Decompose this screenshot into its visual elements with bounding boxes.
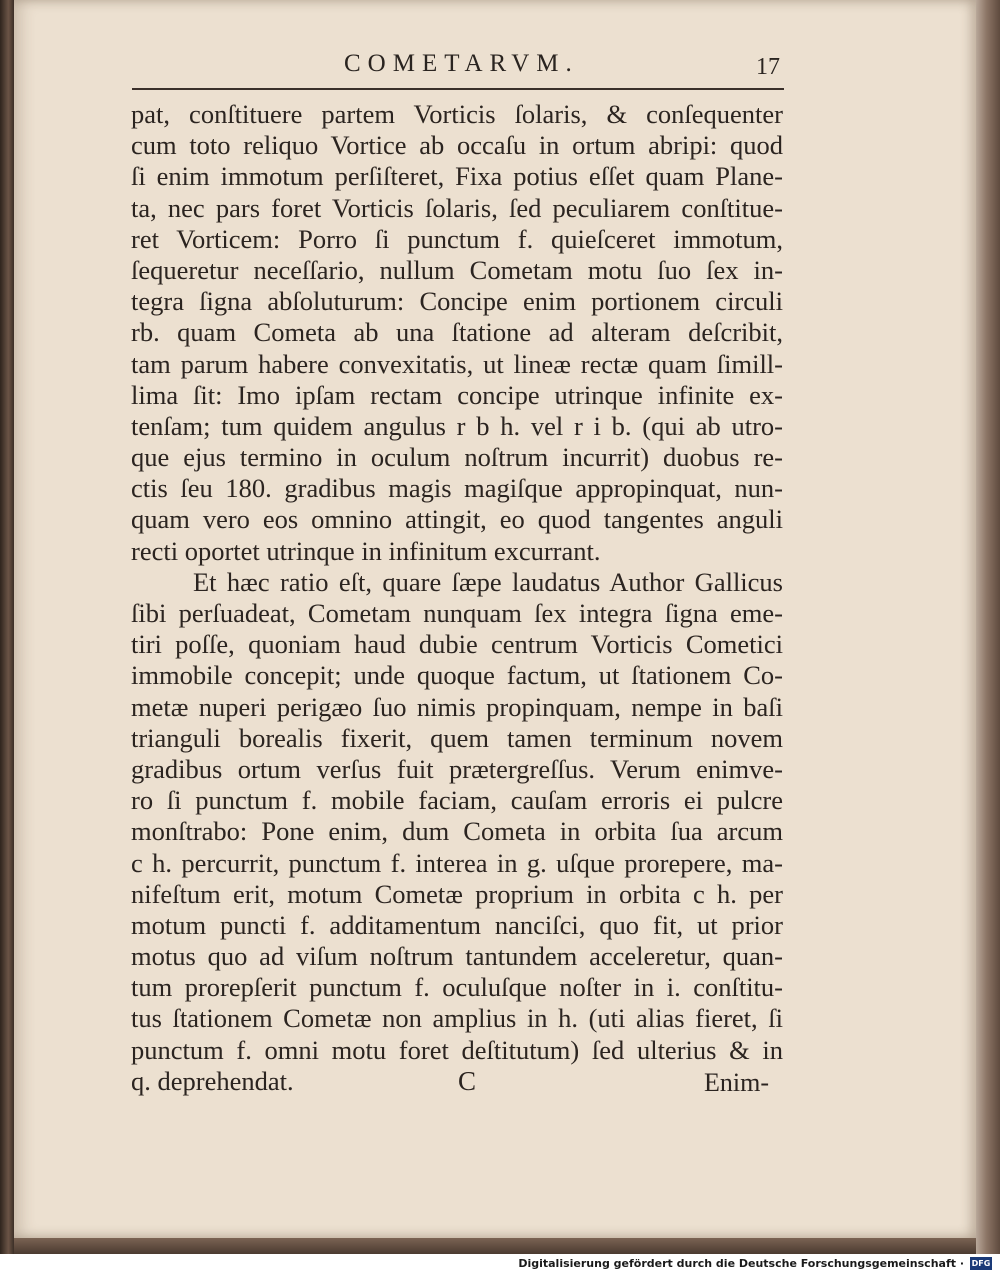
- dfg-logo-icon: DFG: [971, 1259, 991, 1268]
- text-line: tegra ſigna abſoluturum: Concipe enim portionem circuli: [131, 286, 783, 317]
- text-line: ret Vorticem: Porro ſi punctum f. quieſceret immotum,: [131, 223, 783, 254]
- text-line: tum prorepſerit punctum f. oculuſque noſter in i. conſtitu-: [131, 972, 783, 1003]
- digitization-credit: Digitalisierung gefördert durch die Deutsche Forschungsgemeinschaft ·: [518, 1257, 964, 1270]
- paragraph-start-line: Et hæc ratio eſt, quare ſæpe laudatus Author Gallicus: [193, 566, 783, 597]
- text-line: quam vero eos omnino attingit, eo quod tangentes anguli: [131, 504, 783, 535]
- text-line: c h. percurrit, punctum f. interea in g. uſque prorepere, ma-: [131, 847, 783, 878]
- header-rule: [132, 88, 784, 90]
- text-line: trianguli borealis fixerit, quem tamen terminum novem: [131, 722, 783, 753]
- page-right-edge: [976, 0, 1000, 1254]
- text-line: metæ nuperi perigæo ſuo nimis propinquam, nempe in baſi: [131, 691, 783, 722]
- text-line: recti oportet utrinque in infinitum excurrant.: [131, 535, 601, 566]
- page-bottom-edge: [14, 1238, 976, 1254]
- running-head: COMETARVM.: [344, 50, 579, 77]
- book-spine-edge: [0, 0, 14, 1254]
- text-line: ſibi perſuadeat, Cometam nunquam ſex integra ſigna eme-: [131, 598, 783, 628]
- text-line: que ejus termino in oculum noſtrum incurrit) duobus re-: [131, 442, 783, 473]
- text-line: ctis ſeu 180. gradibus magis magiſque appropinquat, nun-: [131, 473, 783, 504]
- book-page: [14, 0, 976, 1238]
- text-line: motum puncti f. additamentum nanciſci, quo fit, ut prior: [131, 909, 783, 940]
- text-line: tiri poſſe, quoniam haud dubie centrum Vorticis Cometici: [131, 629, 783, 660]
- text-line: gradibus ortum verſus fuit prætergreſſus. Verum enimve-: [131, 753, 783, 784]
- catchword: Enim-: [704, 1068, 769, 1097]
- text-line: immobile concepit; unde quoque factum, ut ſtationem Co-: [131, 660, 783, 691]
- text-line: monſtrabo: Pone enim, dum Cometa in orbita ſua arcum: [131, 816, 783, 847]
- text-line: lima ſit: Imo ipſam rectam concipe utrinque infinite ex-: [131, 379, 783, 410]
- text-line: pat, conſtituere partem Vorticis ſolaris, & conſequenter: [131, 99, 783, 129]
- page-number: 17: [756, 54, 780, 80]
- text-line: tus ſtationem Cometæ non amplius in h. (uti alias fieret, ſi: [131, 1003, 783, 1034]
- text-line: rb. quam Cometa ab una ſtatione ad alteram deſcribit,: [131, 317, 783, 348]
- text-line: q. deprehendat.: [131, 1065, 294, 1096]
- text-line: cum toto reliquo Vortice ab occaſu in ortum abripi: quod: [131, 130, 783, 161]
- text-line: ſi enim immotum perſiſteret, Fixa potius eſſet quam Plane-: [131, 161, 783, 192]
- text-line: tenſam; tum quidem angulus r b h. vel r i b. (qui ab utro-: [131, 410, 783, 441]
- text-line: ro ſi punctum f. mobile faciam, cauſam erroris ei pulcre: [131, 785, 783, 816]
- text-line: ſequeretur neceſſario, nullum Cometam motu ſuo ſex in-: [131, 254, 783, 285]
- body-text: [131, 99, 783, 1097]
- text-line: ta, nec pars foret Vorticis ſolaris, ſed peculiarem conſtitue-: [131, 192, 783, 223]
- signature-mark: C: [458, 1066, 477, 1096]
- text-line: punctum f. omni motu foret deſtitutum) ſed ulterius & in: [131, 1034, 783, 1065]
- text-line: motus quo ad viſum noſtrum tantundem acceleretur, quan-: [131, 941, 783, 972]
- text-line: nifeſtum erit, motum Cometæ proprium in orbita c h. per: [131, 878, 783, 909]
- text-line: tam parum habere convexitatis, ut lineæ rectæ quam ſimill-: [131, 348, 783, 379]
